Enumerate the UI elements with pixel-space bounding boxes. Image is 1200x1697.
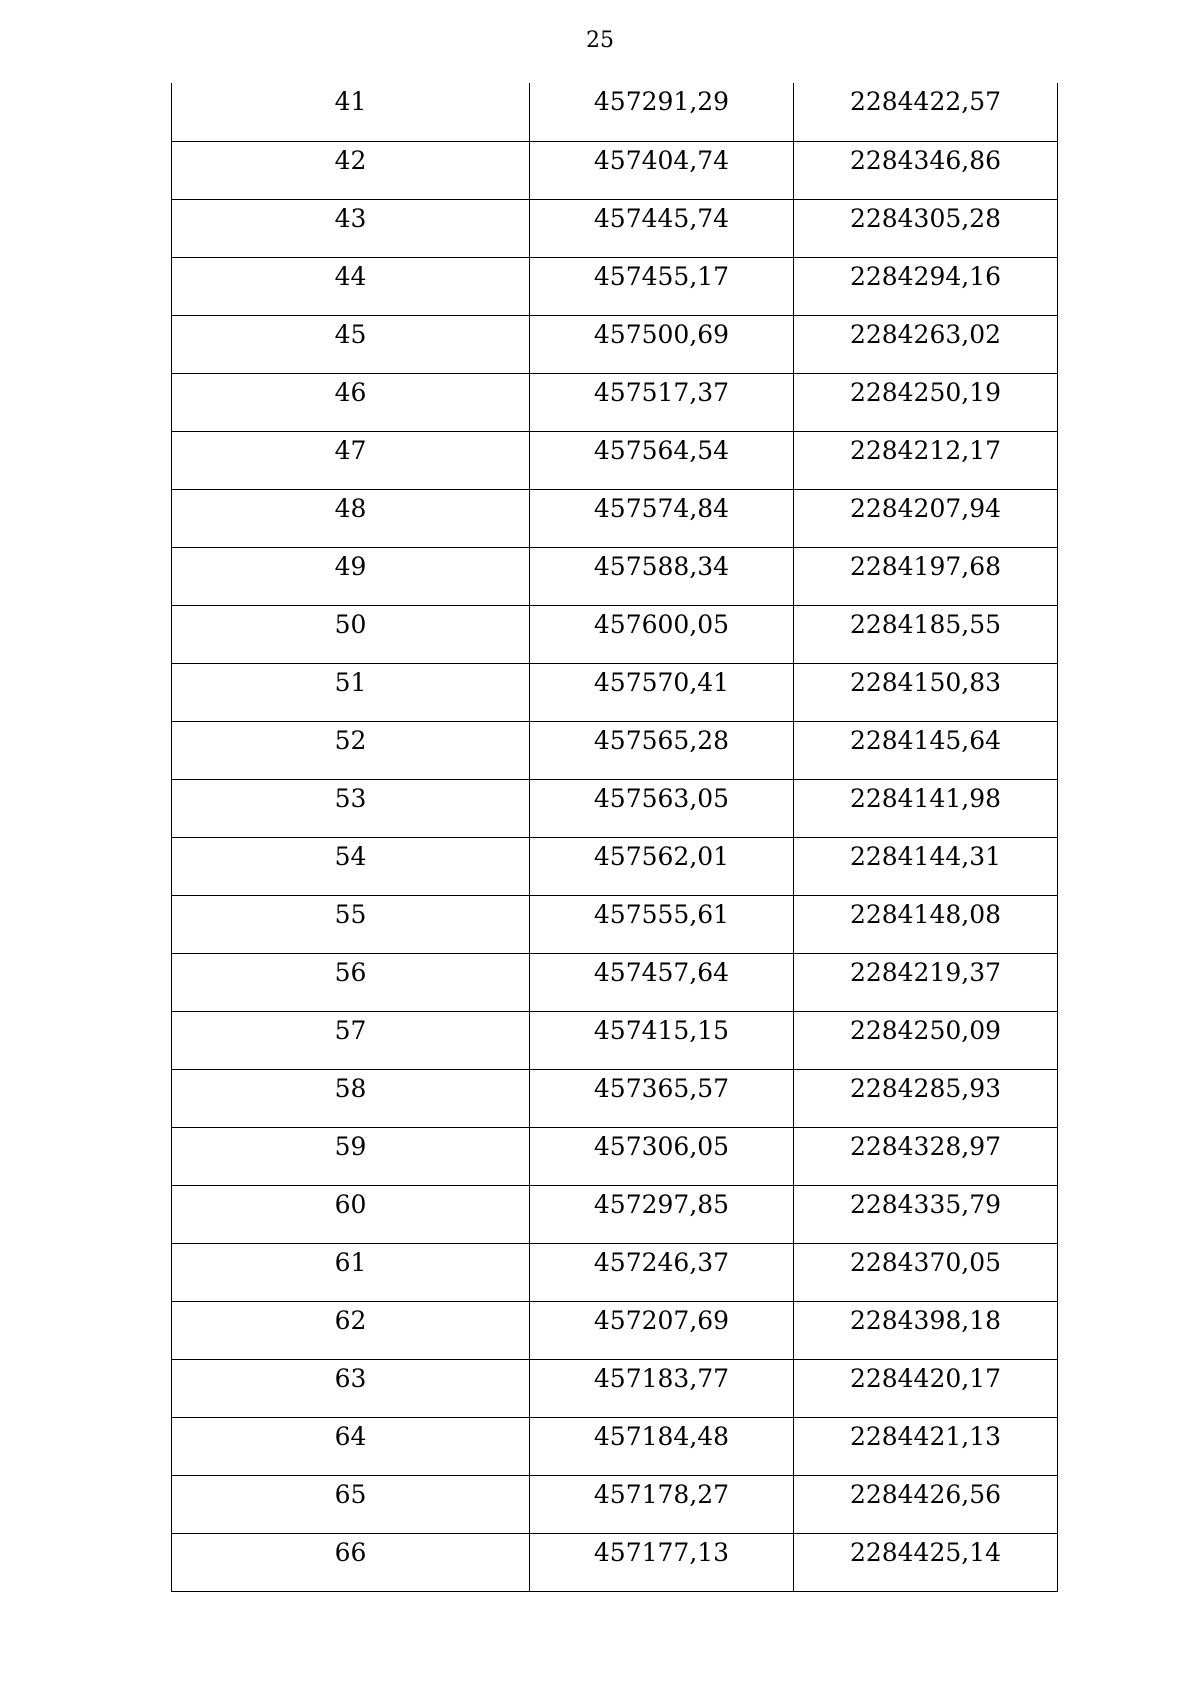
point-number-cell: 43 bbox=[172, 199, 530, 257]
point-number-cell: 54 bbox=[172, 837, 530, 895]
y-coordinate-cell: 2284425,14 bbox=[794, 1533, 1058, 1591]
x-coordinate-cell: 457500,69 bbox=[530, 315, 794, 373]
table-row bbox=[172, 1069, 1058, 1127]
point-number-cell: 51 bbox=[172, 663, 530, 721]
point-number-cell: 55 bbox=[172, 895, 530, 953]
x-coordinate-cell: 457207,69 bbox=[530, 1301, 794, 1359]
x-coordinate-cell: 457246,37 bbox=[530, 1243, 794, 1301]
y-coordinate-cell: 2284250,09 bbox=[794, 1011, 1058, 1069]
y-coordinate-cell: 2284422,57 bbox=[794, 83, 1058, 141]
x-coordinate-cell: 457455,17 bbox=[530, 257, 794, 315]
table-row bbox=[172, 1185, 1058, 1243]
table-row bbox=[172, 141, 1058, 199]
point-number-cell: 45 bbox=[172, 315, 530, 373]
table-row bbox=[172, 1301, 1058, 1359]
x-coordinate-cell: 457445,74 bbox=[530, 199, 794, 257]
point-number-cell: 60 bbox=[172, 1185, 530, 1243]
table-row bbox=[172, 663, 1058, 721]
x-coordinate-cell: 457517,37 bbox=[530, 373, 794, 431]
table-row bbox=[172, 257, 1058, 315]
table-row bbox=[172, 547, 1058, 605]
table-row bbox=[172, 1359, 1058, 1417]
table-row bbox=[172, 489, 1058, 547]
table-row bbox=[172, 1533, 1058, 1591]
table-row bbox=[172, 721, 1058, 779]
table-row bbox=[172, 953, 1058, 1011]
x-coordinate-cell: 457563,05 bbox=[530, 779, 794, 837]
x-coordinate-cell: 457588,34 bbox=[530, 547, 794, 605]
y-coordinate-cell: 2284421,13 bbox=[794, 1417, 1058, 1475]
y-coordinate-cell: 2284305,28 bbox=[794, 199, 1058, 257]
x-coordinate-cell: 457600,05 bbox=[530, 605, 794, 663]
point-number-cell: 63 bbox=[172, 1359, 530, 1417]
table-row bbox=[172, 1011, 1058, 1069]
point-number-cell: 66 bbox=[172, 1533, 530, 1591]
point-number-cell: 59 bbox=[172, 1127, 530, 1185]
y-coordinate-cell: 2284285,93 bbox=[794, 1069, 1058, 1127]
table-row bbox=[172, 315, 1058, 373]
table-row bbox=[172, 1417, 1058, 1475]
coordinates-table-body bbox=[172, 83, 1058, 1591]
y-coordinate-cell: 2284426,56 bbox=[794, 1475, 1058, 1533]
y-coordinate-cell: 2284294,16 bbox=[794, 257, 1058, 315]
y-coordinate-cell: 2284185,55 bbox=[794, 605, 1058, 663]
x-coordinate-cell: 457177,13 bbox=[530, 1533, 794, 1591]
table-row bbox=[172, 779, 1058, 837]
x-coordinate-cell: 457415,15 bbox=[530, 1011, 794, 1069]
x-coordinate-cell: 457291,29 bbox=[530, 83, 794, 141]
y-coordinate-cell: 2284150,83 bbox=[794, 663, 1058, 721]
point-number-cell: 44 bbox=[172, 257, 530, 315]
x-coordinate-cell: 457178,27 bbox=[530, 1475, 794, 1533]
point-number-cell: 47 bbox=[172, 431, 530, 489]
x-coordinate-cell: 457574,84 bbox=[530, 489, 794, 547]
x-coordinate-cell: 457183,77 bbox=[530, 1359, 794, 1417]
table-row bbox=[172, 1475, 1058, 1533]
y-coordinate-cell: 2284148,08 bbox=[794, 895, 1058, 953]
point-number-cell: 42 bbox=[172, 141, 530, 199]
x-coordinate-cell: 457562,01 bbox=[530, 837, 794, 895]
point-number-cell: 64 bbox=[172, 1417, 530, 1475]
table-row bbox=[172, 837, 1058, 895]
table-row bbox=[172, 605, 1058, 663]
point-number-cell: 57 bbox=[172, 1011, 530, 1069]
x-coordinate-cell: 457457,64 bbox=[530, 953, 794, 1011]
x-coordinate-cell: 457365,57 bbox=[530, 1069, 794, 1127]
x-coordinate-cell: 457564,54 bbox=[530, 431, 794, 489]
page-number: 25 bbox=[586, 28, 614, 53]
point-number-cell: 41 bbox=[172, 83, 530, 141]
y-coordinate-cell: 2284370,05 bbox=[794, 1243, 1058, 1301]
coordinates-table bbox=[171, 83, 1058, 1592]
y-coordinate-cell: 2284420,17 bbox=[794, 1359, 1058, 1417]
point-number-cell: 58 bbox=[172, 1069, 530, 1127]
point-number-cell: 46 bbox=[172, 373, 530, 431]
y-coordinate-cell: 2284212,17 bbox=[794, 431, 1058, 489]
x-coordinate-cell: 457306,05 bbox=[530, 1127, 794, 1185]
point-number-cell: 49 bbox=[172, 547, 530, 605]
y-coordinate-cell: 2284398,18 bbox=[794, 1301, 1058, 1359]
table-row bbox=[172, 83, 1058, 141]
x-coordinate-cell: 457570,41 bbox=[530, 663, 794, 721]
x-coordinate-cell: 457555,61 bbox=[530, 895, 794, 953]
x-coordinate-cell: 457297,85 bbox=[530, 1185, 794, 1243]
table-row bbox=[172, 199, 1058, 257]
point-number-cell: 65 bbox=[172, 1475, 530, 1533]
point-number-cell: 62 bbox=[172, 1301, 530, 1359]
y-coordinate-cell: 2284250,19 bbox=[794, 373, 1058, 431]
point-number-cell: 61 bbox=[172, 1243, 530, 1301]
y-coordinate-cell: 2284328,97 bbox=[794, 1127, 1058, 1185]
x-coordinate-cell: 457565,28 bbox=[530, 721, 794, 779]
table-row bbox=[172, 431, 1058, 489]
table-row bbox=[172, 895, 1058, 953]
point-number-cell: 53 bbox=[172, 779, 530, 837]
y-coordinate-cell: 2284263,02 bbox=[794, 315, 1058, 373]
x-coordinate-cell: 457404,74 bbox=[530, 141, 794, 199]
y-coordinate-cell: 2284145,64 bbox=[794, 721, 1058, 779]
table-row bbox=[172, 373, 1058, 431]
y-coordinate-cell: 2284346,86 bbox=[794, 141, 1058, 199]
y-coordinate-cell: 2284335,79 bbox=[794, 1185, 1058, 1243]
point-number-cell: 52 bbox=[172, 721, 530, 779]
y-coordinate-cell: 2284144,31 bbox=[794, 837, 1058, 895]
x-coordinate-cell: 457184,48 bbox=[530, 1417, 794, 1475]
y-coordinate-cell: 2284197,68 bbox=[794, 547, 1058, 605]
table-row bbox=[172, 1127, 1058, 1185]
point-number-cell: 50 bbox=[172, 605, 530, 663]
y-coordinate-cell: 2284219,37 bbox=[794, 953, 1058, 1011]
table-row bbox=[172, 1243, 1058, 1301]
y-coordinate-cell: 2284141,98 bbox=[794, 779, 1058, 837]
y-coordinate-cell: 2284207,94 bbox=[794, 489, 1058, 547]
point-number-cell: 48 bbox=[172, 489, 530, 547]
point-number-cell: 56 bbox=[172, 953, 530, 1011]
